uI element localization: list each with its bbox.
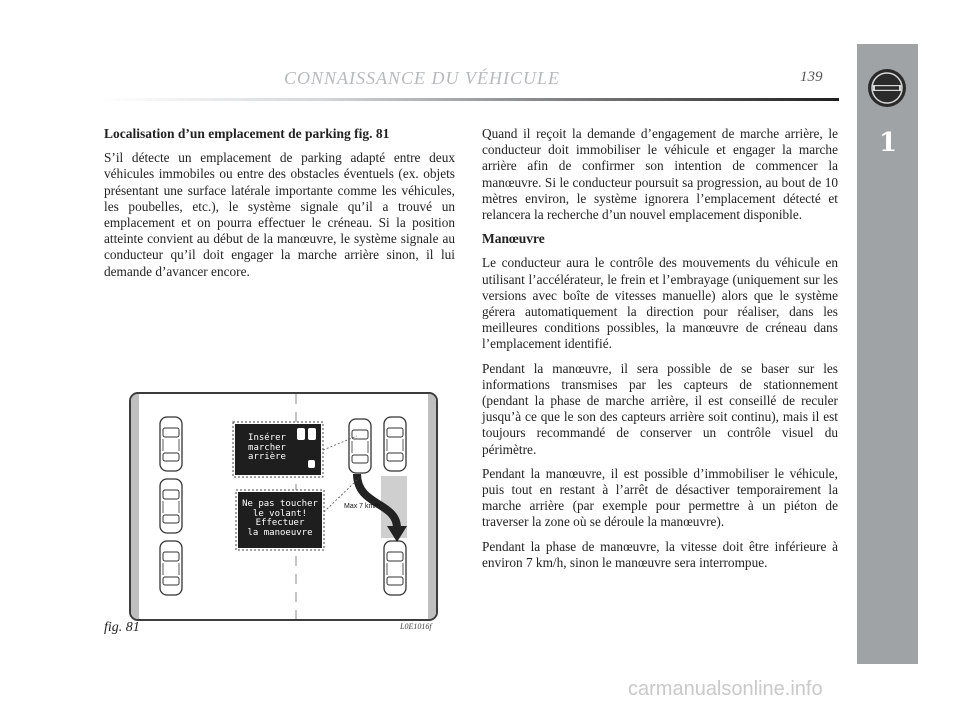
body-paragraph: Quand il reçoit la demande d’engagement de marche arrière, le conducteur doit immobiliser le véhicule et engager la marche arrière afin de confirmer son intention de commencer la manœuvre. Si le conducteur poursuit sa progression, au bout de 10 mètres environ, le système ignorera l’emplacement détecté et relancera la recherche d’un nouvel emplacement disponible. <box>482 126 838 223</box>
section-heading: Manœuvre <box>482 231 545 247</box>
parked-car-icon <box>160 479 182 533</box>
body-paragraph: Pendant la phase de manœuvre, la vitesse doit être inférieure à environ 7 km/h, sinon le manœuvre sera interrompue. <box>482 538 838 570</box>
body-paragraph: Pendant la manœuvre, il est possible d’immobiliser le véhicule, puis tout en restant à l’arrêt de désactiver temporairement la marche arrière (par exemple pour permettre à un piéton de traverser la zone où se déroule la manœuvre). <box>482 465 838 530</box>
display-line: le volant! <box>252 508 308 519</box>
chapter-number: 1 <box>878 128 898 158</box>
display-line: Effectuer <box>255 518 305 528</box>
display-line: arrière <box>248 452 286 462</box>
display-line: Insérer <box>248 433 286 443</box>
lancia-logo-icon <box>867 68 907 108</box>
display-line: la manoeuvre <box>247 527 313 538</box>
display-maneuver-message <box>238 500 322 538</box>
display-reverse-message <box>237 434 297 463</box>
section-heading: Localisation d’un emplacement de parking fig. 81 <box>104 126 390 141</box>
display-line: Ne pas toucher <box>242 499 318 509</box>
figure-caption: fig. 81 <box>104 620 140 635</box>
parked-car-icon <box>384 417 406 471</box>
parked-car-icon <box>160 417 182 471</box>
vehicle-icon <box>349 419 371 473</box>
right-column <box>482 126 838 579</box>
display-line: marcher <box>248 442 286 453</box>
parking-figure <box>129 392 438 621</box>
page-number: 139 <box>800 69 823 85</box>
speed-limit-label: Max 7 km/h <box>344 503 381 510</box>
watermark: carmanualsonline.info <box>628 678 823 700</box>
section-title: CONNAISSANCE DU VÉHICULE <box>284 68 560 88</box>
body-paragraph: S’il détecte un emplacement de parking adapté entre deux véhicules immobiles ou entre des obstacles éventuels (ex. objets présentant une surface latérale importante comme les véhicules, les poubelles, etc.), le système signale qu’il a trouvé un emplacement et on pourra effectuer le créneau. Si la position atteinte convient au début de la manœuvre, le système signale au conducteur qu’il doit engager la marche arrière sinon, il lui demande d’avancer encore. <box>104 150 455 279</box>
body-paragraph: Pendant la manœuvre, il sera possible de se baser sur les informations transmises par les capteurs de stationnement (pendant la phase de marche arrière, il est conseillé de reculer jusqu’à ce que le son des capteurs arrière soit continu), mais il est toujours recommandé de conserver un contrôle visuel du périmètre. <box>482 360 838 457</box>
parked-car-icon <box>160 541 182 595</box>
left-column <box>104 126 455 288</box>
body-paragraph: Le conducteur aura le contrôle des mouvements du véhicule en utilisant l’accélérateur, le frein et l’embrayage (uniquement sur les versions avec boîte de vitesses manuelle) alors que le système gérera automatiquement la direction pour réaliser, dans les meilleures conditions possibles, la manœuvre de créneau dans l’emplacement identifié. <box>482 255 838 352</box>
parked-car-icon <box>384 541 406 595</box>
header-rule <box>104 98 839 101</box>
figure-code: L0E1016f <box>400 622 432 631</box>
